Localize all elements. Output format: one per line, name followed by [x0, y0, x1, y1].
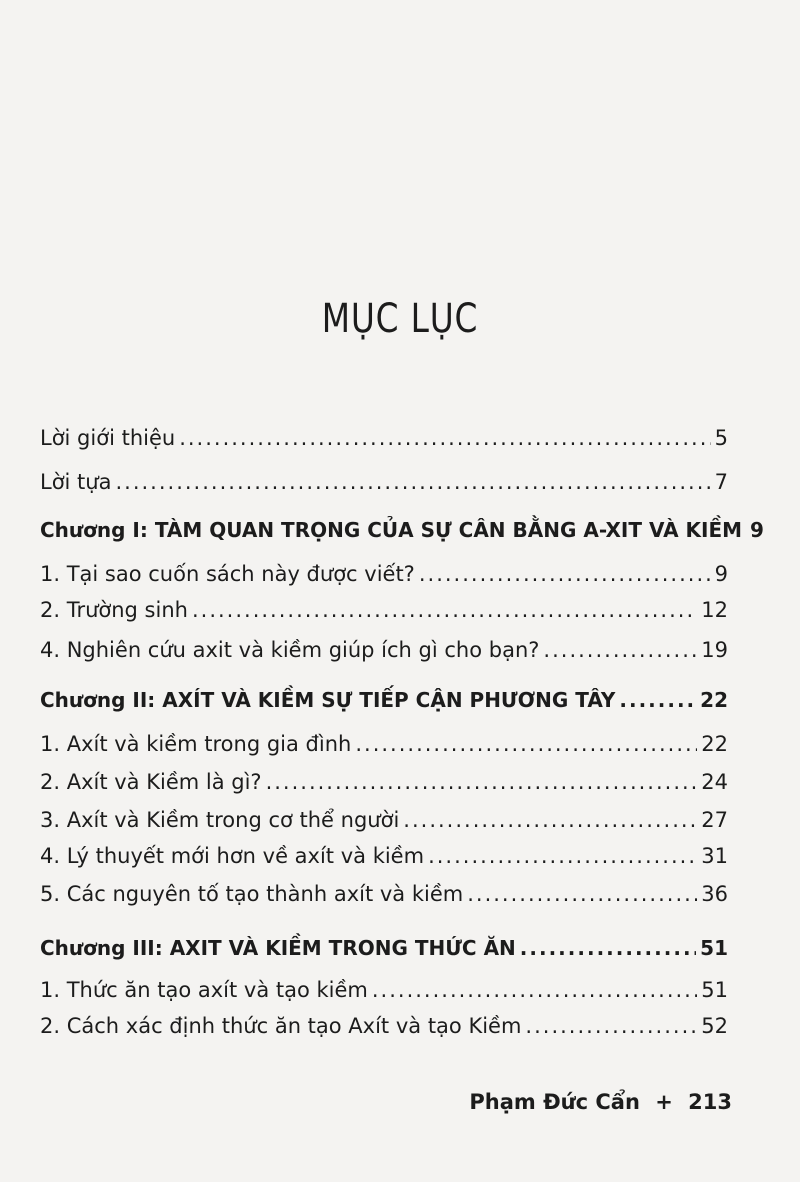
toc-entry — [40, 470, 728, 506]
toc-entry-label: 2. Trường sinh — [40, 598, 188, 622]
toc-entry-label: Chương III: AXIT VÀ KIỀM TRONG THỨC ĂN — [40, 936, 516, 960]
toc-entry-page: 51 — [701, 978, 728, 1002]
toc-entry-page: 51 — [700, 936, 728, 960]
dot-leader — [543, 638, 697, 662]
toc-entry-label: 5. Các nguyên tố tạo thành axít và kiềm — [40, 882, 464, 906]
toc-entry — [40, 882, 728, 918]
toc-entry — [40, 808, 728, 844]
toc-entry — [40, 426, 728, 462]
toc-chapter-entry — [40, 688, 728, 724]
toc-entry — [40, 638, 728, 674]
toc-entry-label: Chương II: AXÍT VÀ KIỀM SỰ TIẾP CẬN PHƯƠNG TÂY — [40, 688, 616, 712]
toc-entry-label: 1. Axít và kiềm trong gia đình — [40, 732, 352, 756]
toc-entry-page: 22 — [700, 688, 728, 712]
page-title: MỤC LỤC — [321, 296, 479, 342]
toc-entry-page: 12 — [701, 598, 728, 622]
toc-entry-page: 24 — [701, 770, 728, 794]
toc-entry-label: Lời tựa — [40, 470, 112, 494]
toc-entry-label: 4. Nghiên cứu axit và kiềm giúp ích gì cho bạn? — [40, 638, 540, 662]
dot-leader — [619, 688, 696, 712]
toc-entry-page: 9 — [750, 518, 764, 542]
dot-leader — [403, 808, 697, 832]
dot-leader — [115, 470, 710, 494]
dot-leader — [355, 732, 697, 756]
toc-entry-page: 31 — [701, 844, 728, 868]
dot-leader — [266, 770, 698, 794]
toc-entry — [40, 844, 728, 880]
footer-author: Phạm Đức Cẩn — [469, 1090, 640, 1114]
dot-leader — [179, 426, 710, 450]
toc-entry-label: 2. Axít và Kiềm là gì? — [40, 770, 262, 794]
footer-page-number: 213 — [688, 1090, 732, 1114]
page-footer — [469, 1090, 732, 1114]
toc-entry-label: Chương I: TÀM QUAN TRỌNG CỦA SỰ CÂN BẰNG A-XIT VÀ KIỀM — [40, 518, 743, 542]
dot-leader — [428, 844, 697, 868]
footer-separator: + — [655, 1090, 673, 1114]
dot-leader — [192, 598, 697, 622]
dot-leader — [419, 562, 711, 586]
dot-leader — [467, 882, 697, 906]
toc-entry-page: 27 — [701, 808, 728, 832]
toc-entry-page: 52 — [701, 1014, 728, 1038]
toc-entry-label: Lời giới thiệu — [40, 426, 176, 450]
toc-entry — [40, 732, 728, 768]
toc-entry — [40, 770, 728, 806]
toc-entry — [40, 1014, 728, 1050]
toc-entry-page: 22 — [701, 732, 728, 756]
toc-entry-label: 4. Lý thuyết mới hơn về axít và kiềm — [40, 844, 425, 868]
toc-entry-page: 5 — [714, 426, 728, 450]
dot-leader — [525, 1014, 697, 1038]
toc-entry-page: 36 — [701, 882, 728, 906]
toc-entry — [40, 562, 728, 598]
toc-entry — [40, 978, 728, 1014]
toc-chapter-entry — [40, 936, 728, 972]
toc-entry — [40, 598, 728, 634]
dot-leader — [520, 936, 696, 960]
toc-entry-label: 2. Cách xác định thức ăn tạo Axít và tạo Kiềm — [40, 1014, 522, 1038]
toc-entry-label: 1. Thức ăn tạo axít và tạo kiềm — [40, 978, 368, 1002]
toc-entry-page: 7 — [714, 470, 728, 494]
toc-entry-label: 3. Axít và Kiềm trong cơ thể người — [40, 808, 400, 832]
toc-entry-label: 1. Tại sao cuốn sách này được viết? — [40, 562, 415, 586]
dot-leader — [372, 978, 697, 1002]
toc-entry-page: 19 — [701, 638, 728, 662]
toc-chapter-entry — [40, 518, 764, 554]
toc-entry-page: 9 — [714, 562, 728, 586]
